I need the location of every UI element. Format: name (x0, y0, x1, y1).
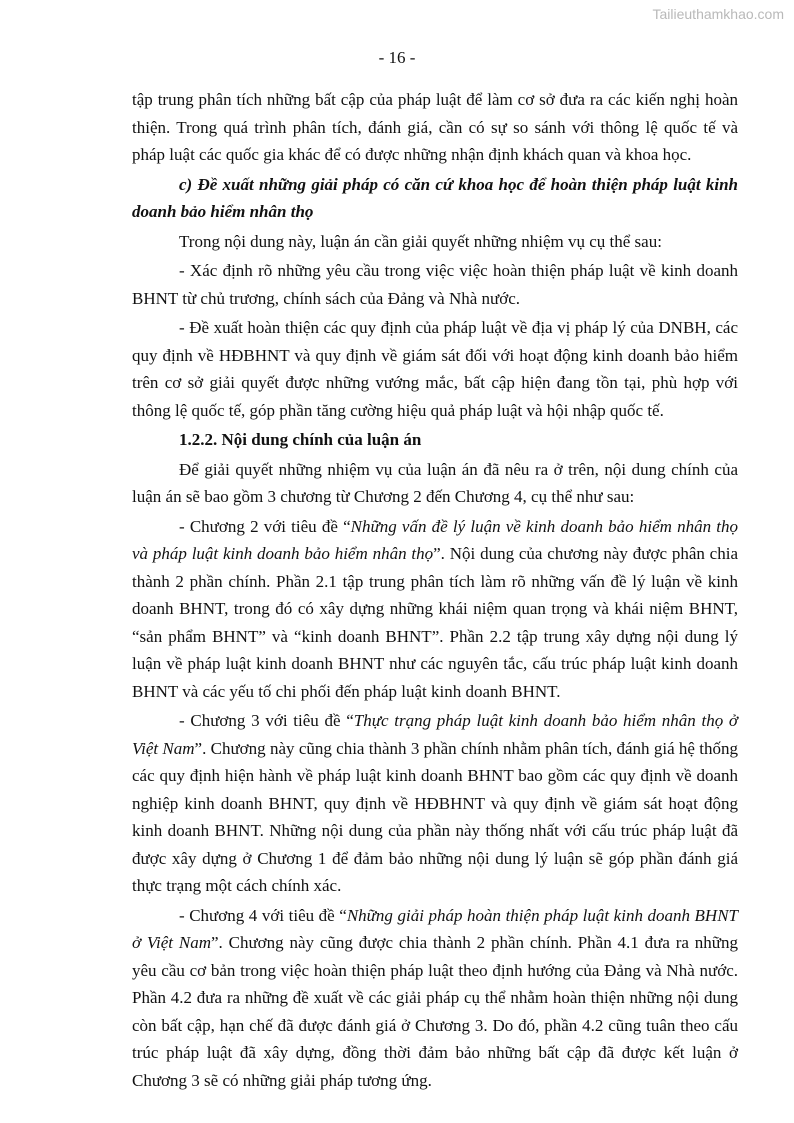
paragraph-content-intro: Để giải quyết những nhiệm vụ của luận án đã nêu ra ở trên, nội dung chính của luận án sẽ bao gồm 3 chương từ Chương 2 đến Chương 4, cụ thể như sau: (132, 459, 738, 506)
paragraph-chapter-4 (132, 902, 738, 1095)
chapter-4-lead: - Chương 4 với tiêu đề “ (179, 905, 347, 925)
section-heading-1-2-2: 1.2.2. Nội dung chính của luận án (179, 430, 422, 449)
chapter-4-body: ”. Chương này cũng được chia thành 2 phần chính. Phần 4.1 đưa ra những yêu cầu cơ bản trong việc hoàn thiện pháp luật theo định hướng của Đảng và Nhà nước. Phần 4.2 đưa ra những đề xuất về các giải pháp cụ thể nhằm hoàn thiện những nội dung còn bất cập, hạn chế đã được đánh giá ở Chương 3. Do đó, phần 4.2 cũng tuân theo cấu trúc pháp luật đã xây dựng, đồng thời đảm bảo những bất cập đã được kết luận ở Chương 3 sẽ có những giải pháp tương ứng. (132, 933, 738, 1090)
paragraph-tasks-intro: Trong nội dung này, luận án cần giải quyết những nhiệm vụ cụ thể sau: (179, 231, 662, 251)
chapter-3-title: Thực trạng pháp luật kinh doanh bảo hiểm nhân thọ ở Việt Nam (132, 711, 738, 758)
page-number: - 16 - (378, 48, 416, 67)
chapter-4-title: Những giải pháp hoàn thiện pháp luật kinh doanh BHNT ở Việt Nam (132, 905, 738, 952)
chapter-2-lead: - Chương 2 với tiêu đề “ (179, 516, 351, 536)
chapter-3-body: ”. Chương này cũng chia thành 3 phần chính nhằm phân tích, đánh giá hệ thống các quy định hiện hành về pháp luật kinh doanh BHNT bao gồm các quy định về doanh nghiệp kinh doanh BHNT, quy định về HĐBHNT và quy định về giám sát hoạt động kinh doanh BHNT. Những nội dung của phần này thống nhất với cấu trúc pháp luật đã được xây dựng ở Chương 1 để đảm bảo những nội dung lý luận sẽ góp phần đánh giá thực trạng một cách chính xác. (132, 738, 738, 895)
section-heading-c: c) Đề xuất những giải pháp có căn cứ khoa học để hoàn thiện pháp luật kinh doanh bảo hiểm nhân thọ (132, 174, 738, 221)
chapter-3-lead: - Chương 3 với tiêu đề “ (179, 711, 354, 730)
paragraph-task-1: - Xác định rõ những yêu cầu trong việc việc hoàn thiện pháp luật về kinh doanh BHNT từ chủ trương, chính sách của Đảng và Nhà nước. (132, 261, 738, 308)
document-body (132, 86, 738, 1096)
chapter-2-title: Những vấn đề lý luận về kinh doanh bảo hiểm nhân thọ và pháp luật kinh doanh bảo hiểm nhân thọ (132, 516, 738, 563)
paragraph-analysis-continuation: tập trung phân tích những bất cập của pháp luật để làm cơ sở đưa ra các kiến nghị hoàn thiện. Trong quá trình phân tích, đánh giá, cần có sự so sánh với thông lệ quốc tế và pháp luật các quốc gia khác để có được những nhận định khách quan và khoa học. (132, 90, 738, 164)
paragraph-chapter-2 (132, 513, 738, 706)
paragraph-chapter-3 (132, 707, 738, 900)
paragraph-task-2: - Đề xuất hoàn thiện các quy định của pháp luật về địa vị pháp lý của DNBH, các quy định về HĐBHNT và quy định về giám sát đối với hoạt động kinh doanh bảo hiểm trên cơ sở giải quyết được những vướng mắc, bất cập hiện đang tồn tại, phù hợp với thông lệ quốc tế, góp phần tăng cường hiệu quả pháp luật và hội nhập quốc tế. (132, 318, 738, 420)
chapter-2-body: ”. Nội dung của chương này được phân chia thành 2 phần chính. Phần 2.1 tập trung phân tích làm rõ những vấn đề lý luận về kinh doanh BHNT, trong đó có xây dựng những khái niệm quan trọng và khái niệm BHNT, “sản phẩm BHNT” và “kinh doanh BHNT”. Phần 2.2 tập trung xây dựng nội dung lý luận về pháp luật kinh doanh BHNT như các nguyên tắc, cấu trúc pháp luật kinh doanh BHNT và các yếu tố chi phối đến pháp luật kinh doanh BHNT. (132, 544, 738, 701)
watermark: Tailieuthamkhao.com (652, 6, 784, 22)
